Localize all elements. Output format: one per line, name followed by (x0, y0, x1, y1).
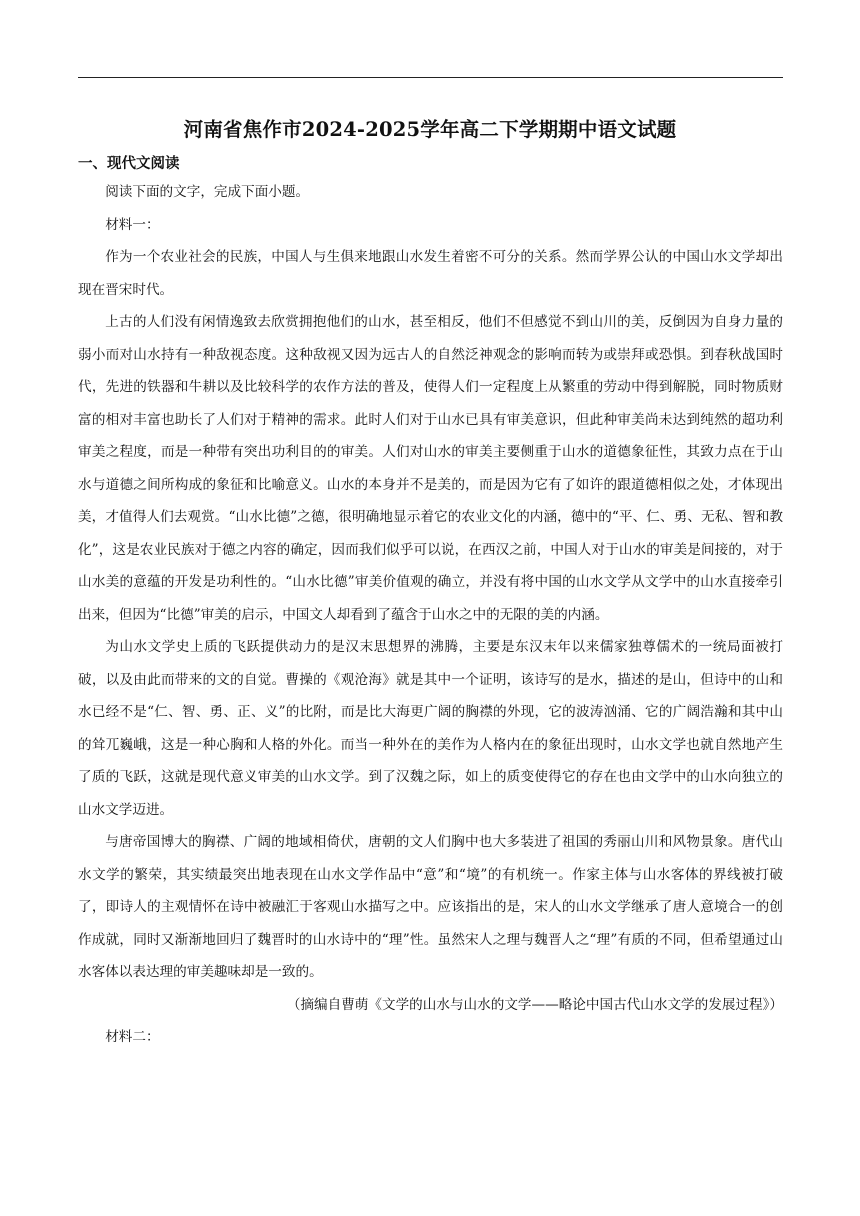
section-heading: 一、现代文阅读 (78, 156, 180, 172)
material-one-label: 材料一： (105, 216, 160, 233)
paragraph: 为山水文学史上质的飞跃提供动力的是汉末思想界的沸腾，主要是东汉末年以来儒家独尊儒术的一统局面被打破，以及由此而带来的文的自觉。曹操的《观沧海》就是其中一个证明，该诗写的是水，描述的是山，但诗中的山和水已经不是“仁、智、勇、正、义”的比附，而是比大海更广阔的胸襟的外现，它的波涛汹涌、它的广阔浩瀚和其中山的耸兀巍峨，这是一种心胸和人格的外化。而当一种外在的美作为人格内在的象征出现时，山水文学也就自然地产生了质的飞跃，这就是现代意义审美的山水文学。到了汉魏之际，如上的质变使得它的存在也由文学中的山水向独立的山水文学迈进。 (78, 639, 783, 818)
reading-passage (78, 176, 783, 1054)
header-rule (78, 77, 783, 78)
paragraph: 与唐帝国博大的胸襟、广阔的地域相倚伏，唐朝的文人们胸中也大多装进了祖国的秀丽山川和风物景象。唐代山水文学的繁荣，其实绩最突出地表现在山水文学作品中“意”和“境”的有机统一。作家主体与山水客体的界线被打破了，即诗人的主观情怀在诗中被融汇于客观山水描写之中。应该指出的是，宋人的山水文学继承了唐人意境合一的创作成就，同时又渐渐地回归了魏晋时的山水诗中的“理”性。虽然宋人之理与魏晋人之“理”有质的不同，但希望通过山水客体以表达理的审美趣味却是一致的。 (78, 834, 783, 980)
instruction-text: 阅读下面的文字，完成下面小题。 (105, 184, 310, 200)
material-two-label: 材料二： (105, 1029, 160, 1045)
paragraph: 作为一个农业社会的民族，中国人与生俱来地跟山水发生着密不可分的关系。然而学界公认的中国山水文学却出现在晋宋时代。 (78, 249, 783, 298)
paragraph: 上古的人们没有闲情逸致去欣赏拥抱他们的山水，甚至相反，他们不但感觉不到山川的美，反倒因为自身力量的弱小而对山水持有一种敌视态度。这种敌视又因为远古人的自然泛神观念的影响而转为或崇拜或恐惧。到春秋战国时代，先进的铁器和牛耕以及比较科学的农作方法的普及，使得人们一定程度上从繁重的劳动中得到解脱，同时物质财富的相对丰富也助长了人们对于精神的需求。此时人们对于山水已具有审美意识，但此种审美尚未达到纯然的超功利审美之程度，而是一种带有突出功利目的的审美。人们对山水的审美主要侧重于山水的道德象征性，其致力点在于山水与道德之间所构成的象征和比喻意义。山水的本身并不是美的，而是因为它有了如许的跟道德相似之处，才体现出美，才值得人们去观赏。“山水比德”之德，很明确地显示着它的农业文化的内涵，德中的“平、仁、勇、无私、智和教化”，这是农业民族对于德之内容的确定，因而我们似乎可以说，在西汉之前，中国人对于山水的审美是间接的，对于山水美的意蕴的开发是功利性的。“山水比德”审美价值观的确立，并没有将中国的山水文学从文学中的山水直接牵引出来，但因为“比德”审美的启示，中国文人却看到了蕴含于山水之中的无限的美的内涵。 (78, 314, 783, 623)
source-citation: （摘编自曹萌《文学的山水与山水的文学——略论中国古代山水文学的发展过程》） (286, 996, 783, 1013)
document-title: 河南省焦作市2024-2025学年高二下学期期中语文试题 (183, 118, 677, 141)
